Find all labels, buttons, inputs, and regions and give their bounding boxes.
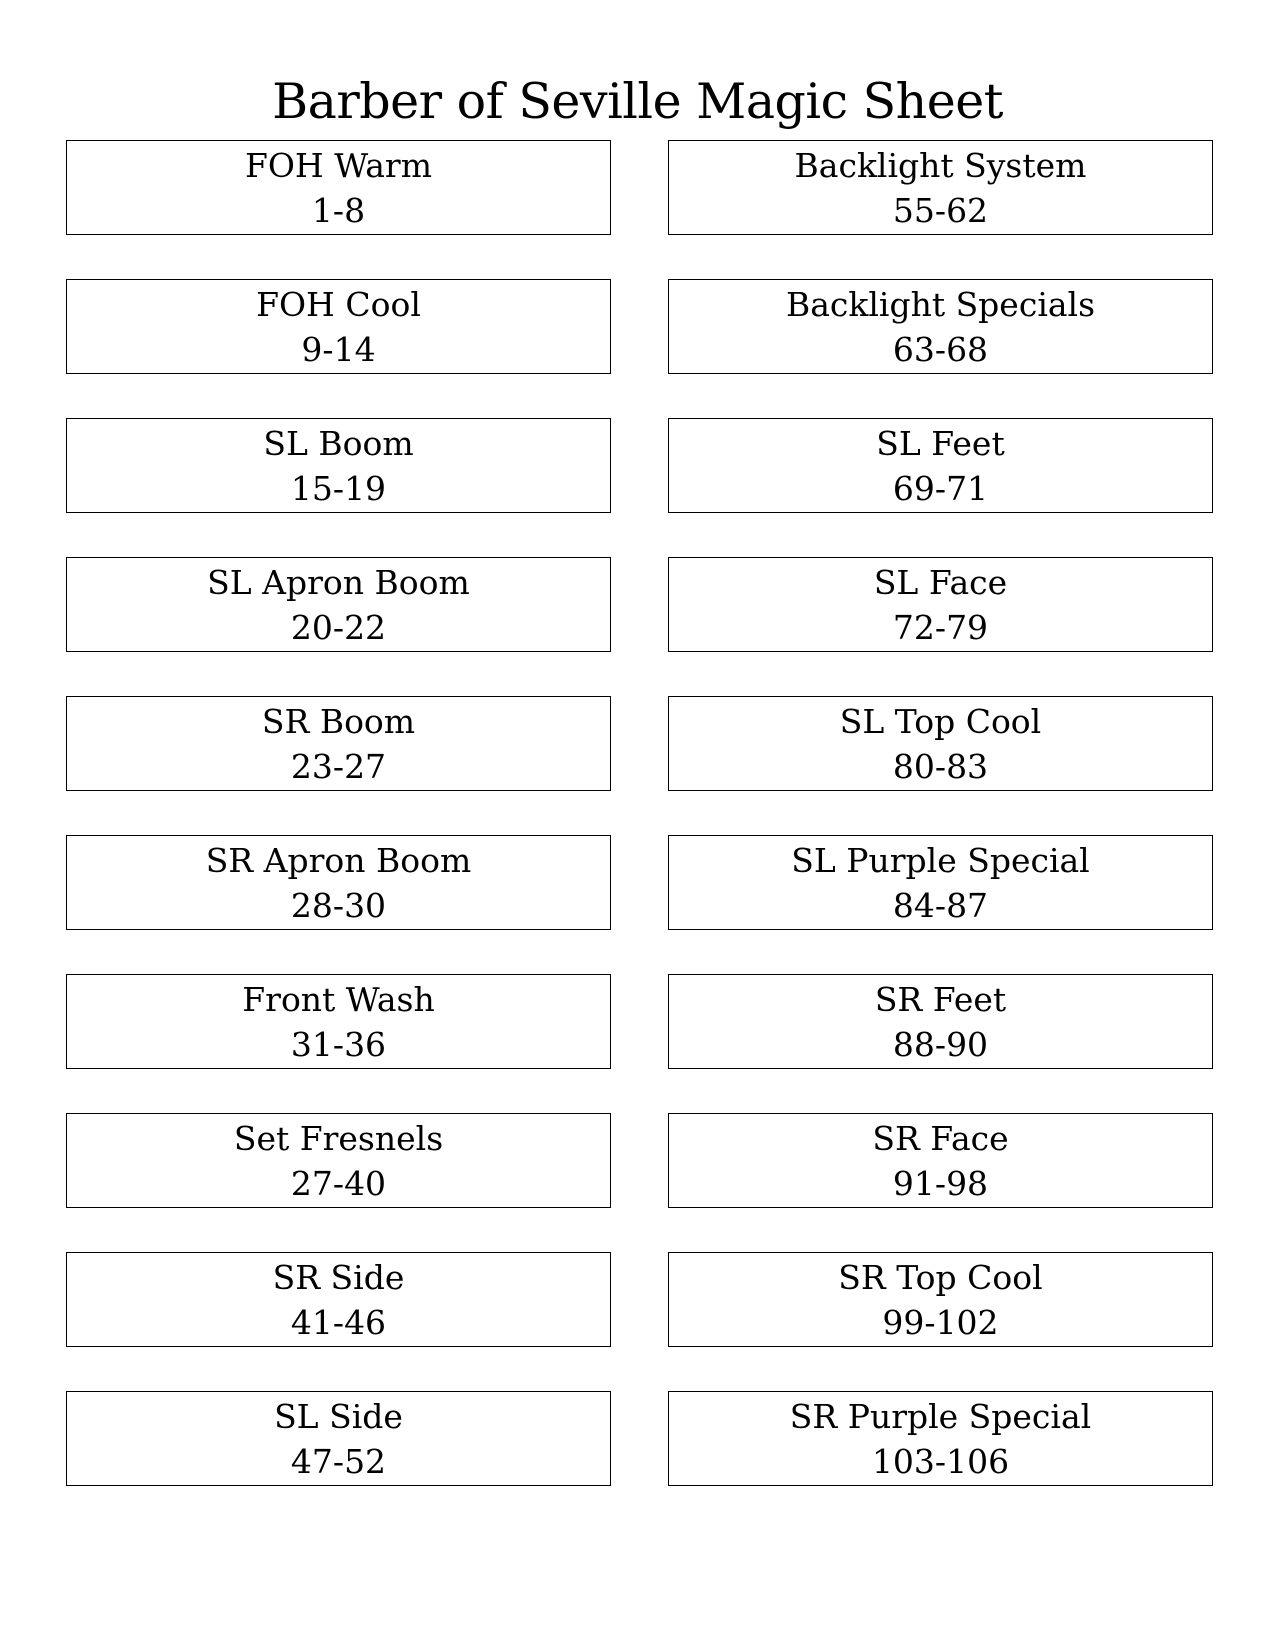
channel-box [66, 1113, 611, 1208]
channel-group-label: SR Side [272, 1258, 405, 1297]
channel-range: 88-90 [892, 1025, 989, 1064]
channel-group-label: FOH Cool [256, 285, 421, 324]
channel-range: 72-79 [892, 608, 989, 647]
channel-box [66, 1252, 611, 1347]
channel-range: 1-8 [311, 191, 366, 230]
channel-range: 20-22 [290, 608, 387, 647]
channel-range: 41-46 [290, 1303, 387, 1342]
channel-range: 31-36 [290, 1025, 387, 1064]
channel-box [668, 140, 1213, 235]
channel-range: 91-98 [892, 1164, 989, 1203]
channel-box [668, 279, 1213, 374]
channel-box [668, 418, 1213, 513]
channel-group-label: SL Top Cool [839, 702, 1042, 741]
channel-box [66, 974, 611, 1069]
channel-range: 47-52 [290, 1442, 387, 1481]
channel-box [668, 557, 1213, 652]
channel-group-label: SR Feet [874, 980, 1007, 1019]
channel-group-label: SR Top Cool [838, 1258, 1043, 1297]
channel-group-label: SL Face [873, 563, 1008, 602]
channel-range: 99-102 [882, 1303, 999, 1342]
channel-group-label: Backlight System [794, 146, 1087, 185]
channel-group-label: Front Wash [242, 980, 435, 1019]
channel-group-label: SR Boom [261, 702, 416, 741]
channel-box [66, 279, 611, 374]
channel-group-label: SR Face [872, 1119, 1009, 1158]
channel-box [66, 140, 611, 235]
channel-range: 55-62 [892, 191, 989, 230]
channel-group-label: Backlight Specials [785, 285, 1096, 324]
channel-range: 23-27 [290, 747, 387, 786]
channel-range: 84-87 [892, 886, 989, 925]
channel-range: 15-19 [290, 469, 387, 508]
channel-box [668, 1113, 1213, 1208]
channel-group-label: SL Apron Boom [207, 563, 470, 602]
channel-box [668, 1252, 1213, 1347]
channel-range: 28-30 [290, 886, 387, 925]
channel-group-label: SL Side [274, 1397, 403, 1436]
channel-box [668, 696, 1213, 791]
channel-range: 80-83 [892, 747, 989, 786]
channel-group-label: SL Boom [263, 424, 414, 463]
channel-box [668, 1391, 1213, 1486]
channel-box [66, 835, 611, 930]
channel-range: 27-40 [290, 1164, 387, 1203]
channel-group-label: FOH Warm [244, 146, 432, 185]
channel-group-label: SR Purple Special [789, 1397, 1092, 1436]
channel-box [66, 696, 611, 791]
channel-group-label: SR Apron Boom [205, 841, 472, 880]
channel-range: 103-106 [871, 1442, 1010, 1481]
channel-range: 69-71 [892, 469, 989, 508]
channel-box [66, 1391, 611, 1486]
channel-box [668, 835, 1213, 930]
channel-box [66, 557, 611, 652]
channel-group-label: SL Purple Special [791, 841, 1090, 880]
channel-box [668, 974, 1213, 1069]
channel-range: 63-68 [892, 330, 989, 369]
channel-range: 9-14 [301, 330, 376, 369]
channel-group-label: Set Fresnels [233, 1119, 444, 1158]
channel-box [66, 418, 611, 513]
channel-group-label: SL Feet [876, 424, 1005, 463]
channel-grid [66, 140, 1213, 1486]
page-title: Barber of Seville Magic Sheet [272, 73, 1003, 130]
